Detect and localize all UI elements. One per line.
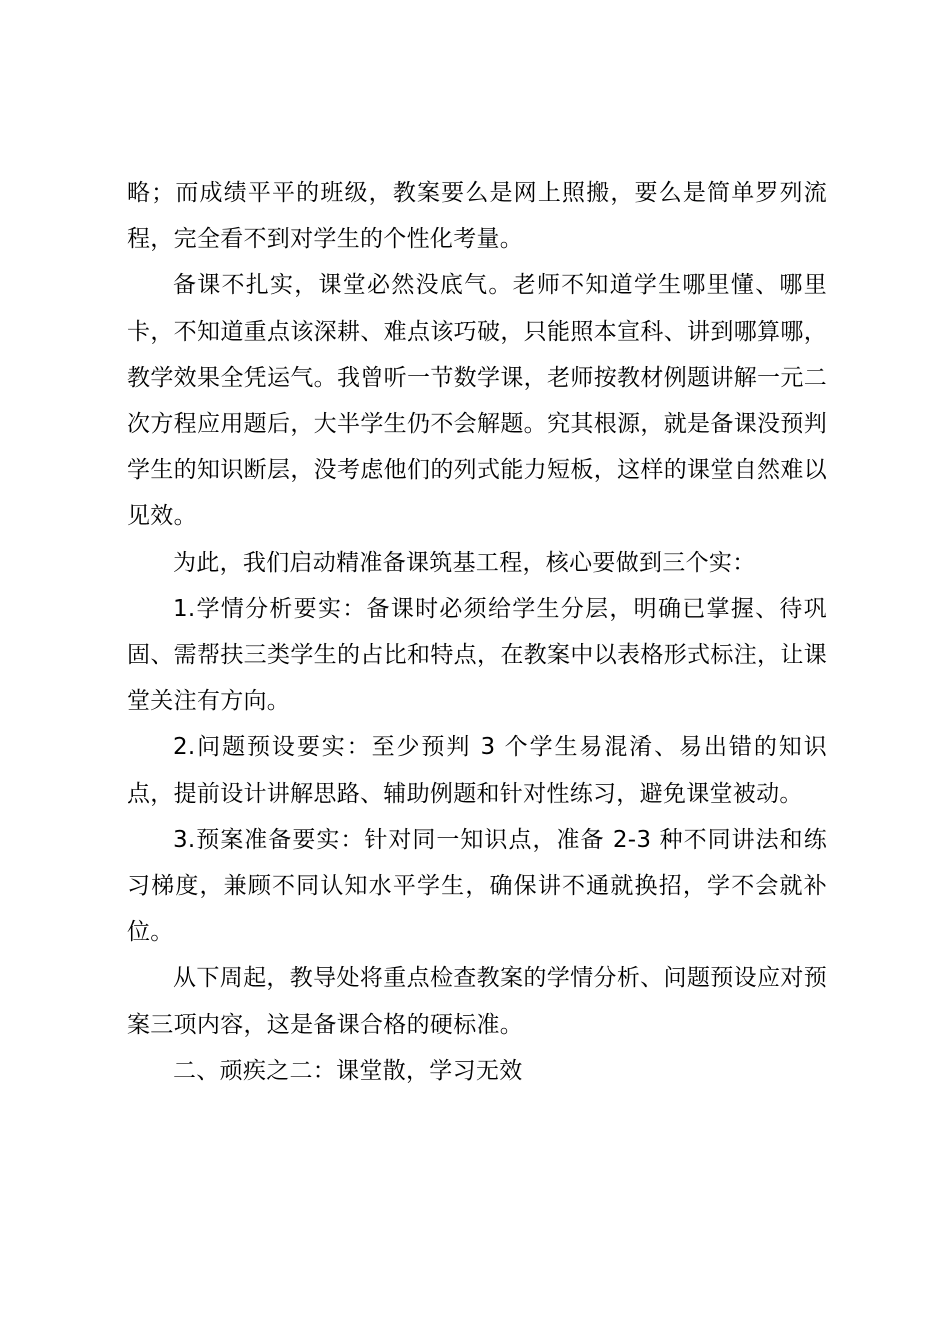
list-item-learning-analysis: 1.学情分析要实：备课时必须给学生分层，明确已掌握、待巩固、需帮扶三类学生的占比和特点，在教案中以表格形式标注，让课堂关注有方向。 [127, 595, 827, 715]
paragraph-project-intro: 为此，我们启动精准备课筑基工程，核心要做到三个实： [173, 549, 756, 576]
document-body [127, 170, 827, 1094]
section-heading: 二、顽疾之二：课堂散，学习无效 [173, 1057, 523, 1084]
paragraph-continuation: 略；而成绩平平的班级，教案要么是网上照搬，要么是简单罗列流程，完全看不到对学生的个性化考量。 [127, 180, 827, 253]
paragraph-inspection-notice: 从下周起，教导处将重点检查教案的学情分析、问题预设应对预案三项内容，这是备课合格的硬标准。 [127, 965, 827, 1038]
paragraph-lesson-prep: 备课不扎实，课堂必然没底气。老师不知道学生哪里懂、哪里卡，不知道重点该深耕、难点该巧破，只能照本宣科、讲到哪算哪，教学效果全凭运气。我曾听一节数学课，老师按教材例题讲解一元二次方程应用题后，大半学生仍不会解题。究其根源，就是备课没预判学生的知识断层，没考虑他们的列式能力短板，这样的课堂自然难以见效。 [127, 272, 827, 530]
list-item-contingency-plan: 3.预案准备要实：针对同一知识点，准备 2-3 种不同讲法和练习梯度，兼顾不同认知水平学生，确保讲不通就换招，学不会就补位。 [127, 826, 827, 946]
list-item-problem-presetting: 2.问题预设要实：至少预判 3 个学生易混淆、易出错的知识点，提前设计讲解思路、辅助例题和针对性练习，避免课堂被动。 [127, 734, 827, 807]
